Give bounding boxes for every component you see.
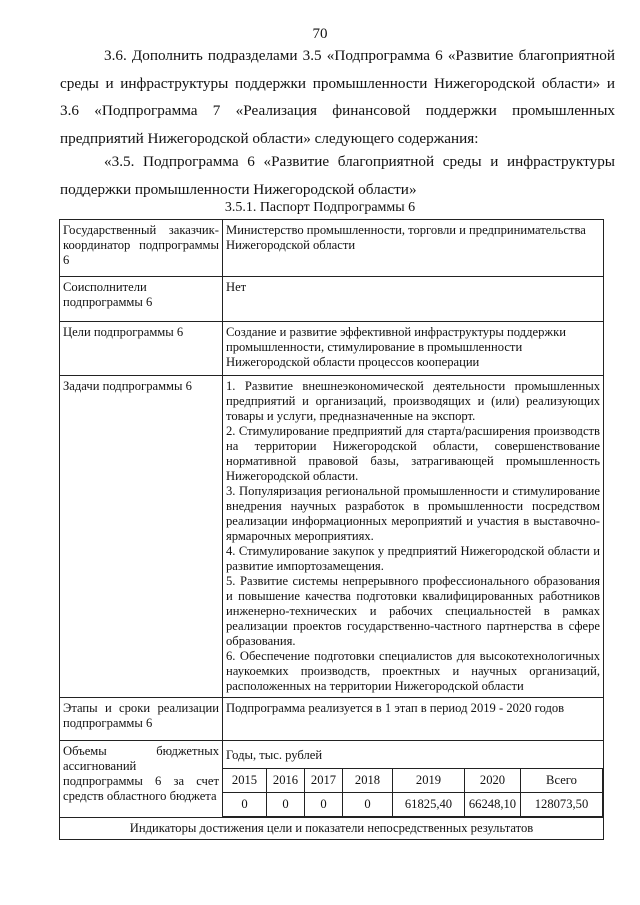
customer-label: Государственный заказчик-координатор подпрограммы 6 bbox=[60, 220, 223, 277]
budget-year: 2017 bbox=[305, 769, 343, 793]
budget-year: 2018 bbox=[343, 769, 393, 793]
page-number: 70 bbox=[312, 26, 328, 42]
table-row bbox=[60, 277, 604, 322]
budget-values-row bbox=[223, 793, 603, 817]
budget-amount: 0 bbox=[267, 793, 305, 817]
goals-label: Цели подпрограммы 6 bbox=[60, 322, 223, 376]
task-item: 1. Развитие внешнеэкономической деятельности промышленных предприятий и организаций, производящих и (или) реализующих товары и услуги, предназначенные на экспорт. bbox=[226, 379, 600, 423]
budget-amount: 128073,50 bbox=[521, 793, 603, 817]
stages-label: Этапы и сроки реализации подпрограммы 6 bbox=[60, 698, 223, 741]
stages-value: Подпрограмма реализуется в 1 этап в период 2019 - 2020 годов bbox=[223, 698, 604, 741]
budget-year: 2020 bbox=[465, 769, 521, 793]
customer-value: Министерство промышленности, торговли и предпринимательства Нижегородской области bbox=[223, 220, 604, 277]
co-executors-value: Нет bbox=[223, 277, 604, 322]
budget-table bbox=[222, 768, 603, 817]
budget-value bbox=[223, 741, 604, 818]
table-row bbox=[60, 376, 604, 698]
budget-amount: 0 bbox=[305, 793, 343, 817]
subsection-title: «3.5. Подпрограмма 6 «Развитие благоприятной среды и инфраструктуры поддержки промышленности Нижегородской области» bbox=[60, 153, 615, 198]
budget-year: 2019 bbox=[393, 769, 465, 793]
tasks-label: Задачи подпрограммы 6 bbox=[60, 376, 223, 698]
table-row bbox=[60, 220, 604, 277]
table-row bbox=[60, 322, 604, 376]
table-row bbox=[60, 741, 604, 818]
task-item: 6. Обеспечение подготовки специалистов для высокотехнологичных наукоемких производств, проектных и научных организаций, расположенных на территории Нижегородской области bbox=[226, 649, 600, 693]
budget-amount: 0 bbox=[223, 793, 267, 817]
budget-amount: 0 bbox=[343, 793, 393, 817]
co-executors-label: Соисполнители подпрограммы 6 bbox=[60, 277, 223, 322]
passport-table bbox=[59, 219, 604, 840]
task-list bbox=[226, 379, 600, 694]
budget-amount: 66248,10 bbox=[465, 793, 521, 817]
budget-year: 2015 bbox=[223, 769, 267, 793]
task-item: 5. Развитие системы непрерывного профессионального образования и повышение качества подготовки квалифицированных работников инженерно-технических и рабочих специальностей в рамках реализации проектов государственно-частного партнерства в сфере образования. bbox=[226, 574, 600, 648]
goals-value: Создание и развитие эффективной инфраструктуры поддержки промышленности, стимулирование в промышленности Нижегородской области процессов кооперации bbox=[223, 322, 604, 376]
budget-year: 2016 bbox=[267, 769, 305, 793]
task-item: 3. Популяризация региональной промышленности и стимулирование внедрения научных разработок в промышленности посредством реализации информационных мероприятий и участия в выставочно-ярмарочных мероприятиях. bbox=[226, 484, 600, 543]
budget-amount: 61825,40 bbox=[393, 793, 465, 817]
intro-paragraph: 3.6. Дополнить подразделами 3.5 «Подпрограмма 6 «Развитие благоприятной среды и инфраструктуры поддержки промышленности Нижегородской области» и 3.6 «Подпрограмма 7 «Реализация финансовой поддержки промышленных предприятий Нижегородской области» следующего содержания: bbox=[60, 47, 615, 147]
budget-unit-header: Годы, тыс. рублей bbox=[226, 748, 323, 762]
task-item: 4. Стимулирование закупок у предприятий Нижегородской области и развитие импортозамещения. bbox=[226, 544, 600, 573]
table-caption: 3.5.1. Паспорт Подпрограммы 6 bbox=[224, 200, 416, 215]
table-row bbox=[60, 698, 604, 741]
budget-label: Объемы бюджетных ассигнований подпрограммы 6 за счет средств областного бюджета bbox=[60, 741, 223, 818]
tasks-value bbox=[223, 376, 604, 698]
indicators-row bbox=[60, 818, 604, 840]
task-item: 2. Стимулирование предприятий для старта/расширения производств на территории Нижегородской области, совершенствование нормативной правовой базы, затрагивающей промышленность Нижегородской области. bbox=[226, 424, 600, 483]
budget-year: Всего bbox=[521, 769, 603, 793]
indicators-header: Индикаторы достижения цели и показатели непосредственных результатов bbox=[60, 818, 604, 840]
budget-years-row bbox=[223, 769, 603, 793]
